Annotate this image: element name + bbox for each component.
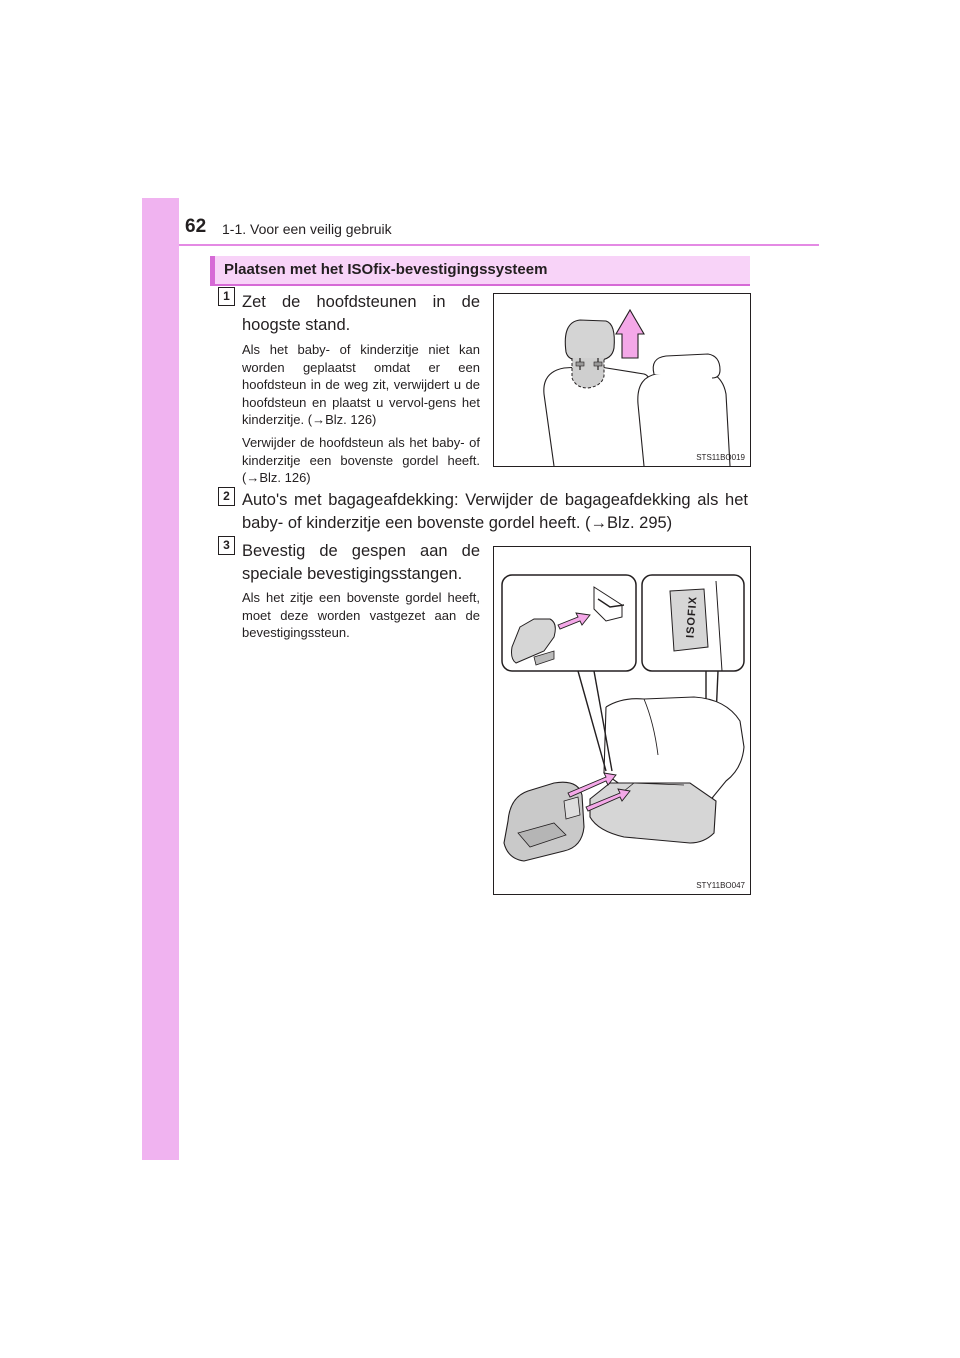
headrest-figure (493, 293, 751, 467)
header-rule (179, 244, 819, 246)
step-2-text: Auto's met bagageafdekking: Verwijder de bagageafdekking als het baby- of kinderzitje een bovenste gordel heeft. (→Blz. 295) (242, 491, 748, 532)
isofix-illustration (494, 547, 750, 894)
step-1-text: Zet de hoofdsteunen in de hoogste stand. (242, 293, 480, 334)
heading-rule (210, 284, 750, 286)
figure-code: STY11BO047 (696, 881, 745, 890)
step-3-text: Bevestig de gespen aan de speciale bevestigingsstangen. (242, 542, 480, 583)
step-1-note-1: Als het baby- of kinderzitje niet kan worden geplaatst omdat er een hoofdsteun in de weg zit, verwijdert u de hoofdsteun en plaatst u vervol-gens het kinderzitje. (→Blz. 126) (242, 342, 480, 427)
step-3-badge: 3 (218, 536, 235, 555)
figure-code: STS11BO019 (696, 453, 745, 462)
page-number: 62 (185, 216, 207, 237)
step-2-badge: 2 (218, 487, 235, 506)
section-title: 1-1. Voor een veilig gebruik (222, 221, 392, 237)
headrest-illustration (494, 294, 750, 466)
sub-heading: Plaatsen met het ISOfix-bevestigingssysteem (210, 256, 750, 284)
step-1-note-2: Verwijder de hoofdsteun als het baby- of kinderzitje een bovenste gordel heeft. (→Blz. 126) (242, 435, 480, 485)
isofix-figure (493, 546, 751, 895)
isofix-label: ISOFIX (684, 595, 700, 639)
chapter-sidebar-tab (142, 198, 179, 1160)
step-3-note-1: Als het zitje een bovenste gordel heeft, moet deze worden vastgezet aan de bevestigingssteun. (242, 590, 480, 640)
step-1-badge: 1 (218, 287, 235, 306)
